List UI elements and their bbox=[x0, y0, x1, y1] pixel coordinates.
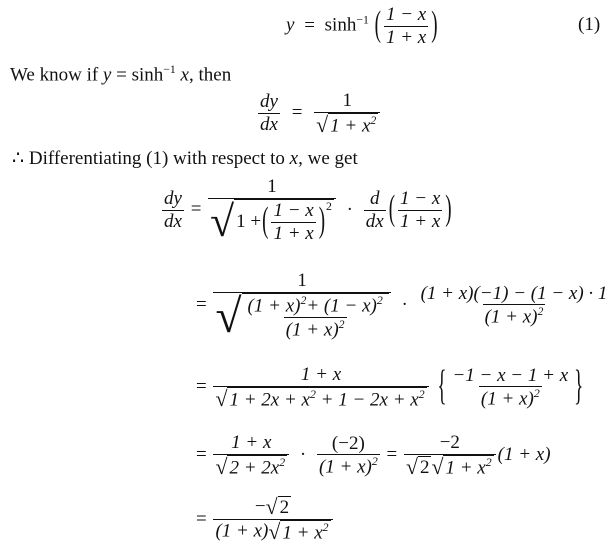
line2-func: sinh bbox=[131, 64, 164, 86]
eq6-b-den: (1 + x) bbox=[318, 456, 372, 478]
eq3-num: dy bbox=[164, 187, 182, 209]
eq1-inverse: −1 bbox=[356, 13, 369, 27]
eq5-b-num: −1 − x − 1 + x bbox=[452, 364, 569, 386]
eq7-num-sign: − bbox=[254, 496, 266, 517]
equation-2 bbox=[256, 90, 382, 137]
eq3-derivative bbox=[162, 188, 184, 233]
line2-text-a: We know if bbox=[10, 64, 99, 86]
eq4-s-den: (1 + x) bbox=[285, 319, 339, 341]
eq6-equals: = bbox=[196, 443, 207, 465]
eq7-den-pre: (1 + x) bbox=[215, 520, 269, 542]
eq5-exp: 2 bbox=[309, 387, 316, 401]
eq5-b-den: (1 + x) bbox=[480, 388, 534, 410]
eq4-fraction-a bbox=[213, 270, 390, 341]
eq6-c-rad1: 2 bbox=[419, 456, 430, 478]
eq4-r-den: (1 + x) bbox=[484, 306, 538, 328]
eq6-a-num: 1 + x bbox=[231, 432, 272, 453]
eq3-in-num: 1 − x bbox=[273, 199, 314, 221]
eq2-num: dy bbox=[260, 91, 278, 113]
line4-text-b: , we get bbox=[298, 148, 358, 169]
eq4-s-den-exp: 2 bbox=[338, 318, 345, 332]
eq5-b-den-exp: 2 bbox=[533, 387, 540, 401]
eq6-tail: (1 + x) bbox=[497, 443, 551, 465]
line4-therefore: ∴ bbox=[12, 148, 25, 169]
eq4-one: 1 bbox=[297, 270, 307, 291]
eq2-rhs bbox=[314, 90, 380, 137]
eq5-equals: = bbox=[196, 375, 207, 397]
eq4-r-num: (1 + x)(−1) − (1 − x) · 1 bbox=[420, 282, 608, 304]
eq7-equals: = bbox=[196, 508, 207, 530]
eq7-num-rad: 2 bbox=[279, 497, 290, 519]
eq4-dot: · bbox=[401, 293, 408, 315]
text-line-differentiating bbox=[12, 147, 358, 170]
text-line-we-know bbox=[10, 63, 231, 86]
line2-x: x bbox=[180, 64, 189, 86]
eq5-rbrace: } bbox=[574, 363, 584, 410]
line2-text-b: , then bbox=[188, 64, 232, 86]
eq6-b-exp: 2 bbox=[371, 455, 378, 469]
equation-5 bbox=[196, 364, 585, 411]
eq7-fraction bbox=[213, 496, 332, 544]
eq3-p-den: 1 + x bbox=[400, 210, 441, 232]
line2-eq: = bbox=[116, 64, 127, 86]
eq5-fraction-a bbox=[213, 364, 428, 411]
eq6-a-rad: 2 + 2x bbox=[229, 457, 280, 479]
eq3-dx: dx bbox=[365, 210, 384, 232]
eq6-fraction-b bbox=[317, 433, 380, 479]
line2-y: y bbox=[102, 64, 112, 86]
eq7-num-sqrt: √ 2 bbox=[265, 495, 290, 520]
eq3-sqrt: √ 1 + ( $\frac{1 - x}{1 + x}$ ) $^2$ bbox=[210, 197, 332, 246]
eq1-fraction bbox=[384, 4, 428, 49]
equation-6 bbox=[196, 432, 551, 479]
eq4-s-num: (1 + x) bbox=[247, 295, 301, 317]
equation-1 bbox=[286, 4, 439, 49]
eq1-den: 1 + x bbox=[385, 26, 427, 48]
eq3-equals: = bbox=[190, 198, 202, 220]
eq4-r-den-exp: 2 bbox=[537, 305, 544, 319]
eq4-equals: = bbox=[196, 293, 207, 315]
eq1-lhs: y bbox=[286, 14, 295, 36]
eq3-in-den: 1 + x bbox=[273, 222, 314, 244]
eq4-sqrt: √ $\frac{(1 + x)^2+ (1 - x)^2}{(1 + x)^2}$ bbox=[215, 293, 388, 341]
eq1-num: 1 − x bbox=[385, 4, 427, 25]
eq4-s-num-mid: + (1 − x) bbox=[306, 295, 377, 317]
eq6-a-sqrt: √ $2 + 2x^2$ bbox=[215, 455, 286, 480]
eq3-d: d bbox=[369, 187, 380, 209]
eq3-paren-fraction bbox=[398, 188, 442, 233]
eq6-c-sqrt-1: √ 2 bbox=[405, 454, 430, 479]
eq5-fraction-b bbox=[450, 365, 570, 411]
eq5-rad-mid: + 1 − 2x + x bbox=[315, 389, 419, 411]
eq5-sqrt: √ $1 + 2x + x^2 + 1 - 2x + x^2$ bbox=[215, 387, 425, 412]
eq6-fraction-a bbox=[213, 432, 289, 479]
equation-4 bbox=[196, 270, 611, 341]
eq2-derivative bbox=[258, 91, 280, 136]
eq6-c-rad2: 1 + x bbox=[445, 457, 486, 479]
eq3-one: 1 bbox=[267, 176, 277, 197]
eq3-den: dx bbox=[164, 210, 182, 232]
eq3-inner-one: 1 + bbox=[236, 211, 262, 233]
eq5-num: 1 + x bbox=[300, 364, 342, 385]
line4-text-a: Differentiating (1) with respect to bbox=[28, 148, 285, 169]
eq6-c-sqrt-2: √ $1 + x^2$ bbox=[431, 455, 492, 480]
eq4-fraction-b bbox=[419, 283, 610, 329]
eq2-rnum: 1 bbox=[342, 90, 352, 111]
eq1-func: sinh bbox=[324, 14, 357, 36]
eq1-rparen: ) bbox=[431, 5, 438, 46]
eq6-fraction-c bbox=[404, 432, 496, 479]
eq3-fraction bbox=[208, 176, 336, 245]
eq2-rad: 1 + x bbox=[330, 115, 371, 137]
eq7-den-exp: 2 bbox=[322, 521, 329, 535]
eq6-dot: · bbox=[299, 443, 307, 465]
eq5-exp2: 2 bbox=[418, 387, 425, 401]
eq3-exp: 2 bbox=[326, 199, 332, 213]
eq2-sqrt: √ $1 + x^2$ bbox=[316, 113, 377, 138]
eq6-equals-2: = bbox=[386, 443, 398, 465]
eq2-exp: 2 bbox=[370, 113, 377, 127]
eq5-rad: 1 + 2x + x bbox=[229, 389, 310, 411]
eq6-c-num: −2 bbox=[439, 432, 460, 453]
eq7-den-sqrt: √ $1 + x^2$ bbox=[268, 520, 329, 545]
equation-3: $\frac{dy}{dx}$ = 1 √ 1 + ( $\frac{1 - x}{1 + x}$ ) $^2$ · $\frac{d}{dx}$ ( $\frac{1 - x}{1 + x}$ ) bbox=[164, 176, 452, 246]
eq4-s-num-exp: 2 bbox=[300, 293, 307, 307]
eq2-equals: = bbox=[291, 101, 303, 123]
eq1-equals: = bbox=[304, 14, 315, 36]
equation-label-1: (1) bbox=[578, 14, 601, 35]
eq6-a-exp: 2 bbox=[279, 455, 286, 469]
eq3-p-num: 1 − x bbox=[400, 187, 441, 209]
line2-inv: −1 bbox=[163, 63, 176, 76]
eq6-c-exp: 2 bbox=[485, 455, 492, 469]
eq2-den: dx bbox=[260, 114, 278, 135]
eq7-den-rad: 1 + x bbox=[282, 522, 323, 544]
equation-7 bbox=[196, 496, 335, 544]
eq6-b-num: (−2) bbox=[331, 432, 365, 454]
eq3-dot: · bbox=[346, 198, 353, 220]
eq4-s-num-exp2: 2 bbox=[376, 293, 383, 307]
eq1-lparen: ( bbox=[374, 5, 381, 46]
line4-x: x bbox=[289, 148, 299, 169]
eq3-operator bbox=[364, 188, 386, 233]
eq5-lbrace: { bbox=[437, 363, 447, 410]
